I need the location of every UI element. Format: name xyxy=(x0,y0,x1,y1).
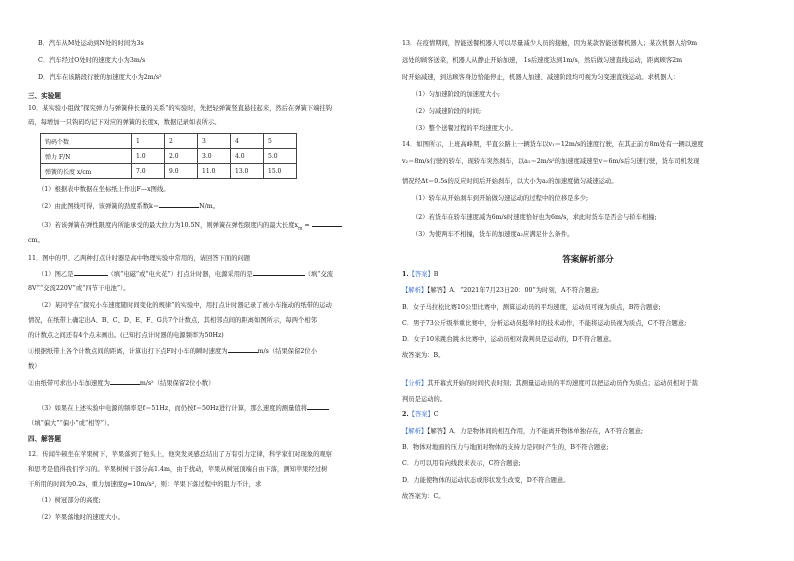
q11-sub3-cont: （填“偏大”“偏小”或“相等”）。 xyxy=(28,420,114,427)
q11-sub1-text2: （填“电磁”或“电火花”）打点计时器，电源采用的是 xyxy=(107,271,253,278)
q11-sub3 xyxy=(38,405,329,413)
table-cell: 7.0 xyxy=(132,164,165,179)
answer-2-line2: B．物体对地面的压力与地面对物体的支持力是同时产生的，B不符合题意; xyxy=(402,444,609,451)
measurement-table xyxy=(40,133,297,179)
answer-section-title: 答案解析部分 xyxy=(562,255,614,265)
q12-line2: 和思考是值得我们学习的。苹果树树干部分高1.4m，由于扰动，苹果从树冠顶端自由下落，测知苹果经过树 xyxy=(28,466,328,473)
q10-sub3-text: （3）若该弹簧在弹性限度内所能承受的最大拉力为10.5N，则弹簧在弹性限度内的最大长度x xyxy=(38,222,299,229)
q13-sub2: （2）匀减速阶段的时间; xyxy=(412,108,482,115)
table-cell: 3 xyxy=(198,134,231,149)
answer-1-line4: D．女子10米跳台跳水比赛中，运动员相对裁判员是运动的，D不符合题意。 xyxy=(402,336,616,343)
table-cell: 5 xyxy=(264,134,297,149)
q10-sub2 xyxy=(38,203,219,211)
parse-tag: 【解析】 xyxy=(402,428,428,435)
q11-text: 11．图中的甲、乙两种打点计时器是高中物理实验中常用的，请回答下面的问题 xyxy=(28,255,251,262)
q14-sub1: （1）轿车从开始刹车到开始做匀速运动的过程中的位移是多少; xyxy=(412,195,589,202)
q11-sub1-text3: （填“交流 xyxy=(304,271,334,278)
q10-sub3-unit: cm。 xyxy=(28,237,44,244)
q14-line2: v₂＝8m/s行驶的轿车，现轿车突然刹车，以a₁＝2m/s²的加速度减速至v＝6m/s后匀速行驶，货车司机发现 xyxy=(402,158,700,165)
table-cell: 4 xyxy=(231,134,264,149)
q11-sub1 xyxy=(38,271,333,279)
table-cell: 2 xyxy=(165,134,198,149)
answer-blank xyxy=(110,384,140,385)
answer-1-analysis-cont: 判员是运动的。 xyxy=(402,396,447,403)
answer-tag: 【答案】 xyxy=(408,411,434,418)
section-heading-experiment: 三、实验题 xyxy=(28,92,61,100)
q10-sub2-unit: N/m。 xyxy=(199,203,220,210)
table-cell: 3.0 xyxy=(198,149,231,164)
answer-blank xyxy=(307,409,329,410)
q10-sub3-eq: = xyxy=(302,222,312,229)
q11-part1-unit: m/s（结果保留2位小 xyxy=(257,348,317,355)
table-cell: 15.0 xyxy=(264,164,297,179)
q11-part1 xyxy=(28,348,317,356)
table-cell: 9.0 xyxy=(165,164,198,179)
answer-blank xyxy=(312,226,342,227)
answer-1-analysis xyxy=(402,380,698,388)
table-cell: 4.0 xyxy=(231,149,264,164)
answer-1-line2: B．女子马拉松比赛10公里比赛中，测算运动员的平均速度，运动员可视为质点，B符合题意; xyxy=(402,304,661,311)
table-cell: 2.0 xyxy=(165,149,198,164)
q12-sub2: （2）苹果落地时的速度大小。 xyxy=(38,514,124,521)
table-cell: 钩码个数 xyxy=(41,134,132,149)
q11-part1-cont: 数） xyxy=(28,363,41,370)
answer-number: 2. xyxy=(402,411,409,418)
table-cell: 11.0 xyxy=(198,164,231,179)
table-cell: 1 xyxy=(132,134,165,149)
q13-line1: 13．在疫情期间，智能送餐机器人可以尽量减少人员的接触，因为某款智能送餐机器人；某次机器人给9m xyxy=(402,40,698,47)
answer-value: C xyxy=(433,411,439,418)
q13-sub1: （1）匀加速阶段的加速度大小; xyxy=(412,91,500,98)
answer-blank xyxy=(74,275,108,276)
q10-sub3: （3）若该弹簧在弹性限度内所能承受的最大拉力为10.5N，则弹簧在弹性限度内的最大长度$x_m$ = xyxy=(38,222,342,233)
q11-sub1-text: （1）图乙是 xyxy=(38,271,74,278)
q10-sub2-text: （2）由此图线可得，该弹簧的劲度系数k＝ xyxy=(38,203,160,210)
table-cell: 1.0 xyxy=(132,149,165,164)
table-cell: 弹力 F/N xyxy=(41,149,132,164)
answer-blank xyxy=(228,352,258,353)
q11-sub2-line3: 的计数点之间还有4个点未画出。(已知打点计时器的电源频率为50Hz) xyxy=(28,332,224,339)
answer-2-line4: D．力能使物体的运动状态或形状发生改变，D不符合题意。 xyxy=(402,477,570,484)
section-heading-solve: 四、解答题 xyxy=(28,435,61,443)
answer-2-header xyxy=(402,411,439,419)
q14-line3: 情况经Δt＝0.5s的反应时间后开始刹车，以大小为a₂的加速度做匀减速运动。 xyxy=(402,178,618,185)
q12-line1: 12．传闻牛顿坐在苹果树下，苹果落到了他头上，他突发灵感总结出了万有引力定律，科学家们对现象的观察 xyxy=(28,451,332,458)
answer-tag: 【答案】 xyxy=(408,271,434,278)
answer-number: 1. xyxy=(402,271,409,278)
q11-part2 xyxy=(28,380,214,388)
q13-line3: 时开始减速，到达顾客身边恰能停止，机器人加速、减速阶段均可视为匀变速直线运动。求机器人： xyxy=(402,74,680,81)
analysis-text: 其开幕式开始的时间代表时刻；其测量运动员的平均速度可以把运动员作为质点；运动员相对于裁 xyxy=(427,380,698,387)
q14-line1: 14．如图所示，上班高峰期，平直公路上一辆货车以v₁＝12m/s的速度行驶，在其正前方8m处有一辆以速度 xyxy=(402,141,704,148)
table-row xyxy=(41,164,297,179)
left-column xyxy=(28,0,388,561)
q11-part2-unit: m/s²（结果保留2位小数） xyxy=(139,380,215,387)
q14-sub3: （3）为使两车不相撞，货车的加速度a₂应满足什么条件。 xyxy=(412,231,574,238)
q11-sub2-line1: （2）某同学在“探究小车速度随时间变化的规律”的实验中，用打点计时器记录了被小车拖动的纸带的运动 xyxy=(38,302,332,309)
explanation-text: 【解答】A．“2021年7月23日20：00”为时刻，A不符合题意; xyxy=(427,287,600,294)
table-cell: 5.0 xyxy=(264,149,297,164)
answer-1-line3: C．男子73公斤级举重比赛中，分析运动员挺举时的技术动作，不能将运动员视为质点，C不符合题意; xyxy=(402,320,687,327)
q11-sub3-text: （3）如果在上述实验中电源的频率是f＝51Hz，而仍按f＝50Hz进行计算，那么速度的测量值将 xyxy=(38,405,307,412)
q12-line3: 干所用的时间为0.2s，重力加速度g=10m/s²，则：苹果下落过程中的阻力不计，求 xyxy=(28,481,262,488)
table-row xyxy=(41,149,297,164)
answer-2-line1 xyxy=(402,428,643,436)
right-column xyxy=(402,0,774,561)
option-c: C．汽车经过O处时的速度大小为3m/s xyxy=(38,57,146,64)
table-row xyxy=(41,134,297,149)
analysis-tag: 【分析】 xyxy=(402,380,428,387)
answer-blank xyxy=(253,275,305,276)
answer-1-line1 xyxy=(402,287,599,295)
q13-line2: 远处的顾客送菜，机器人从静止开始加速， 1s后速度达到1m/s，然后做匀速直线运动，距离顾客2m xyxy=(402,57,683,64)
answer-blank xyxy=(159,207,199,208)
answer-2-line3: C．力可以用有向线段来表示，C符合题意; xyxy=(402,460,521,467)
q11-part1-text: ①根据纸带上各个计数点间的距离，计算出打下点F时小车的瞬时速度为 xyxy=(28,348,228,355)
table-cell: 弹簧的长度 x/cm xyxy=(41,164,132,179)
q13-sub3: （3）整个送餐过程的平均速度大小。 xyxy=(412,125,517,132)
q10-text-line2: 码，每增加一只钩码均记下对应的弹簧的长度x，数据记录如表所示。 xyxy=(28,119,221,126)
answer-1-line5: 故答案为：B。 xyxy=(402,352,445,359)
q14-sub2: （2）若货车在轿车速度减为6m/s时速度恰好也为6m/s，求此时货车是否会与轿车相撞; xyxy=(412,214,657,221)
answer-value: B xyxy=(433,271,439,278)
answer-2-line5: 故答案为：C。 xyxy=(402,493,445,500)
q11-part2-text: ②由纸带可求出小车加速度为 xyxy=(28,380,110,387)
parse-tag: 【解析】 xyxy=(402,287,428,294)
q11-sub1-cont: 8V”“交流220V”或“四节干电池”）。 xyxy=(28,285,130,292)
answer-1-header xyxy=(402,271,438,279)
option-d: D．汽车在该路段行驶的加速度大小为2m/s² xyxy=(38,74,162,81)
option-b: B．汽车从M处运动到N处的时间为3s xyxy=(38,40,144,47)
explanation-text: 【解答】A．力是物体间的相互作用，力不能离开物体单独存在，A不符合题意; xyxy=(427,428,644,435)
q10-sub1: （1）根据表中数据在坐标纸上作出F—x图线。 xyxy=(38,186,170,193)
q10-text-line1: 10．某实验小组做“探究弹力与弹簧伸长量的关系”的实验时，先把轻弹簧竖直悬挂起来，然后在弹簧下端挂钩 xyxy=(28,105,333,112)
q11-sub2-line2: 情况，在纸带上确定出A、B、C、D、E、F、G共7个计数点，其相邻点间的距离如图所示，每两个相邻 xyxy=(28,317,317,324)
table-cell: 13.0 xyxy=(231,164,264,179)
q12-sub1: （1）树冠部分的高度; xyxy=(38,497,101,504)
